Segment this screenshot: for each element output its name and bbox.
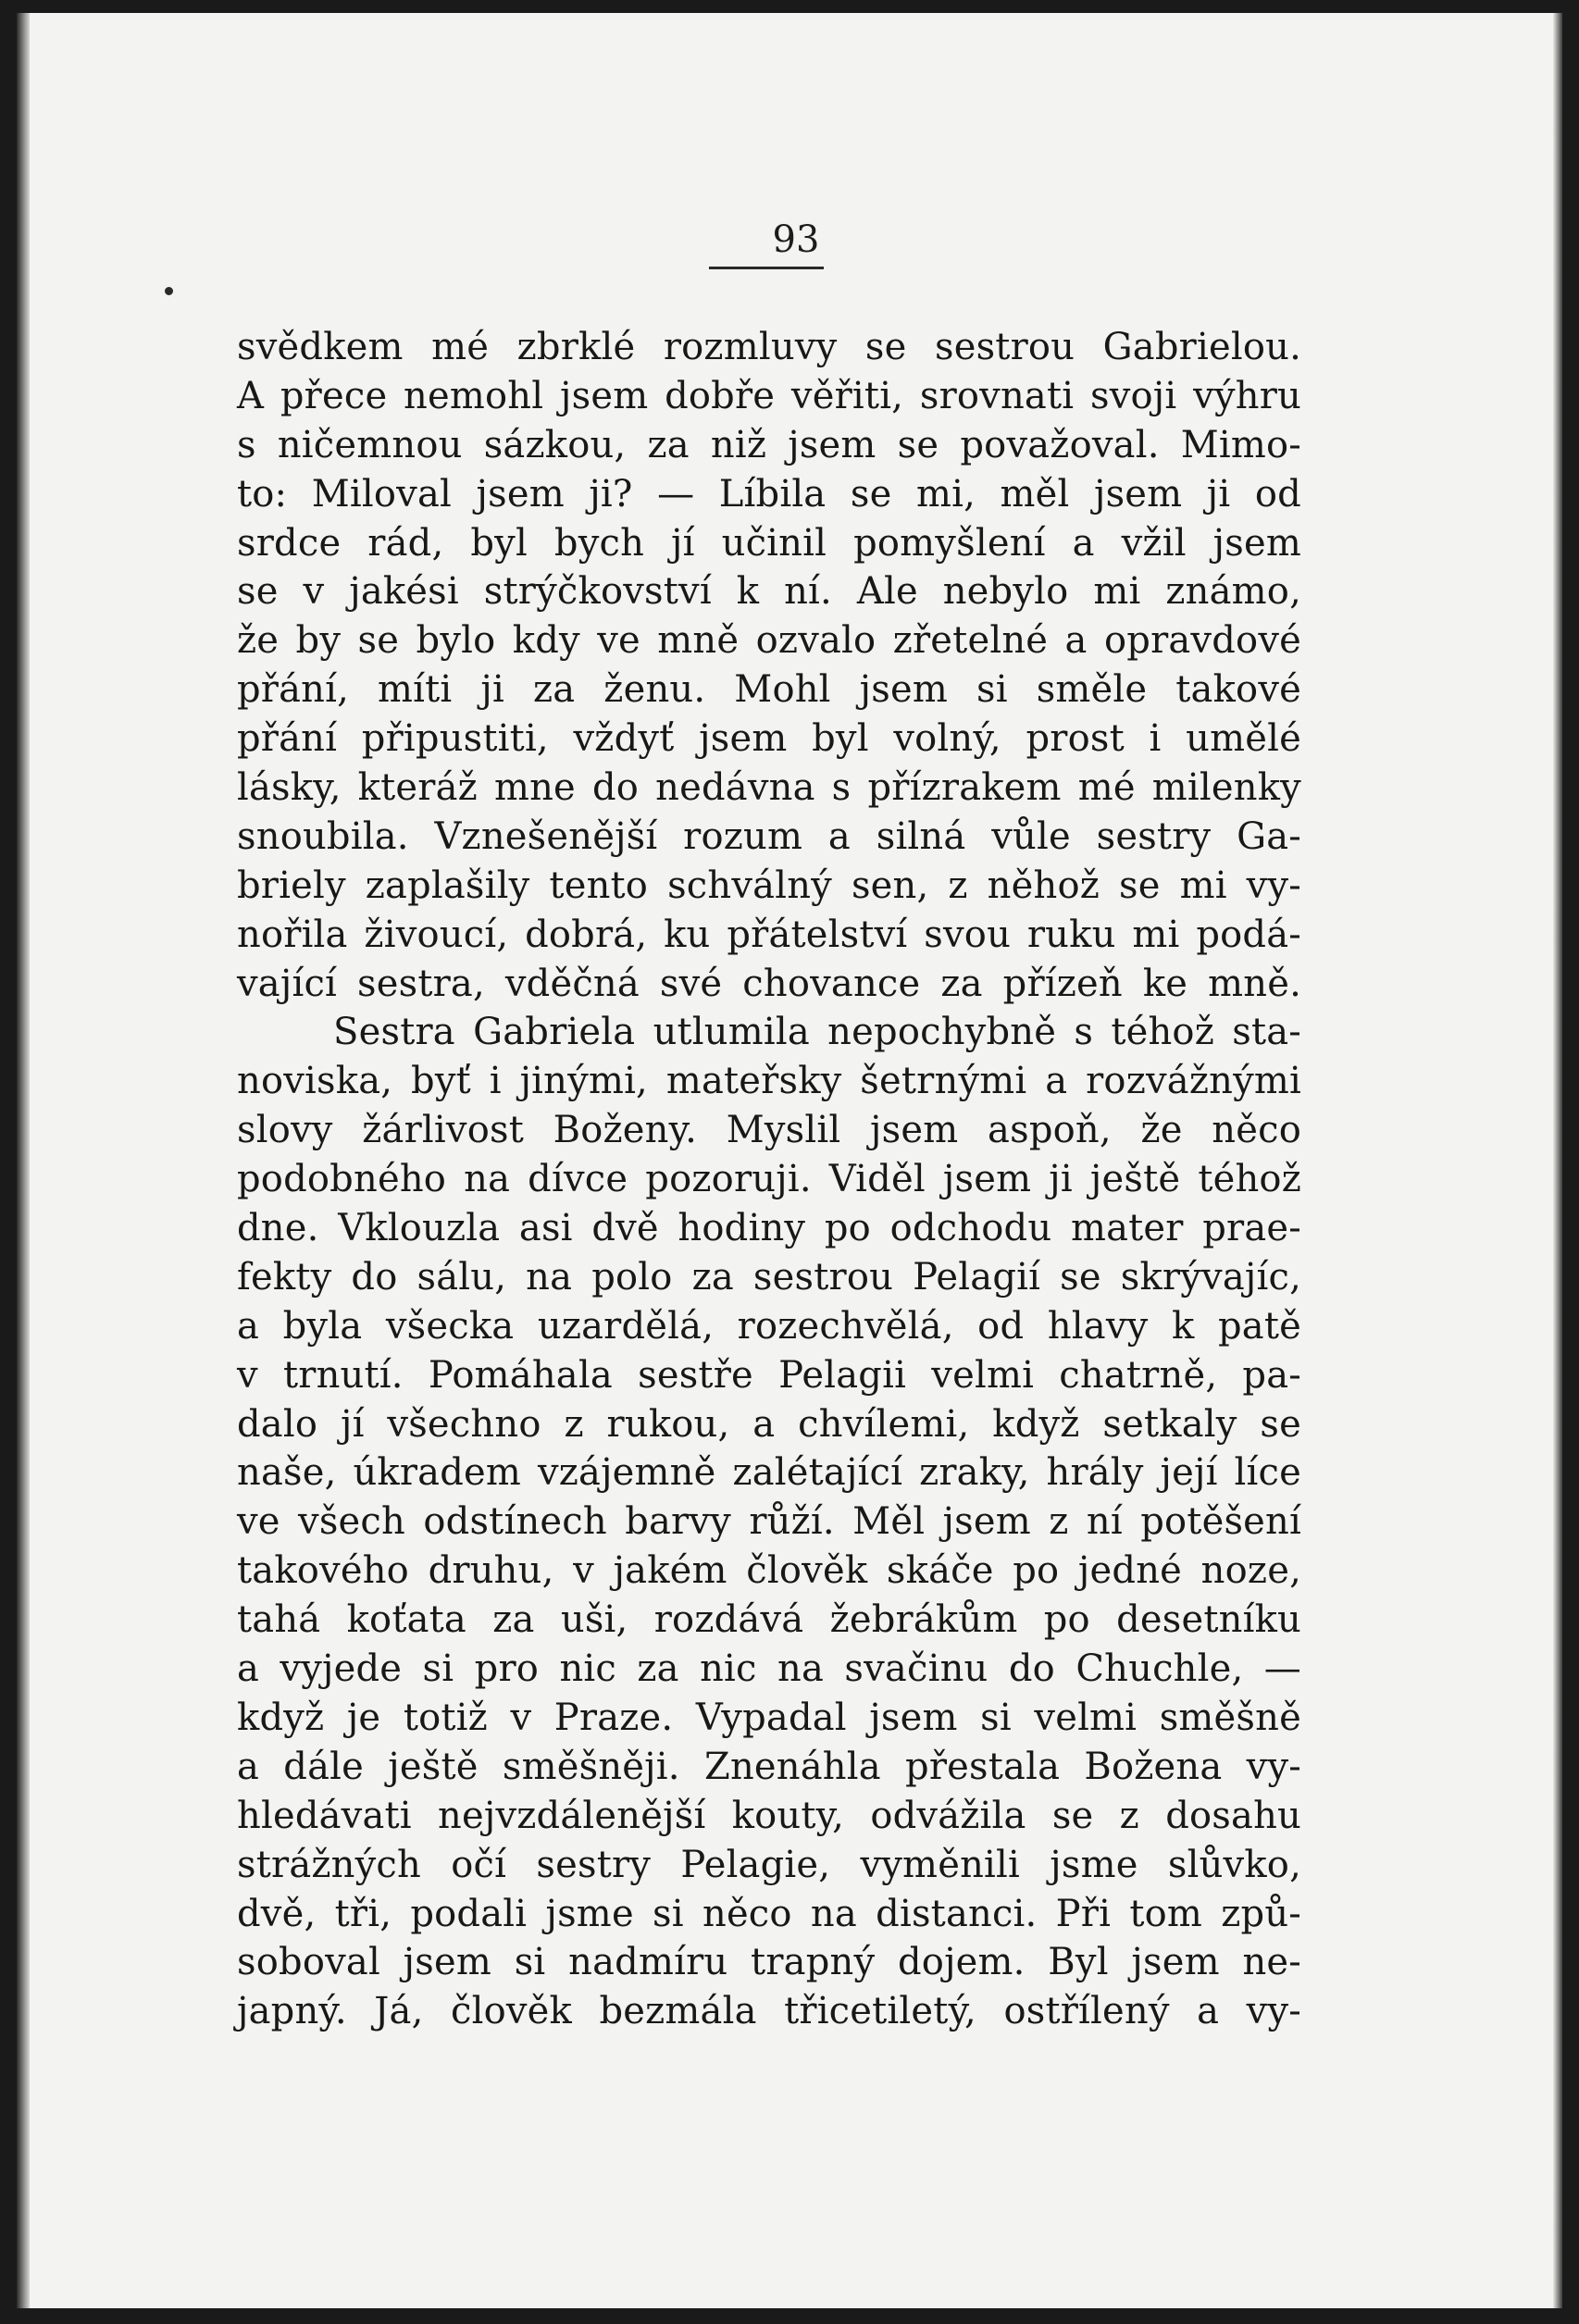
text-line: japný. Já, člověk bezmála třicetiletý, ostřílený a vy- [237,1990,1301,2033]
text-line: briely zaplašily tento schválný sen, z něhož se mi vy- [237,864,1301,907]
page-binding-shadow [17,13,30,2308]
page-number-rule [709,267,824,269]
text-line: že by se bylo kdy ve mně ozvalo zřetelné a opravdové [237,619,1301,663]
text-line: lásky, kteráž mne do nedávna s přízrakem mé milenky [237,766,1301,810]
text-line: podobného na dívce pozoruji. Viděl jsem ji ještě téhož [237,1158,1301,1201]
book-page [17,13,1562,2308]
text-line: v trnutí. Pomáhala sestře Pelagii velmi chatrně, pa- [237,1353,1301,1397]
text-line: soboval jsem si nadmíru trapný dojem. Byl jsem ne- [237,1941,1301,1984]
text-line: tahá koťata za uši, rozdává žebrákům po desetníku [237,1598,1301,1642]
text-line: srdce rád, byl bych jí učinil pomyšlení a vžil jsem [237,521,1301,565]
page-edge-shadow [1553,13,1562,2308]
text-line: ve všech odstínech barvy růží. Měl jsem z ní potěšení [237,1500,1301,1544]
text-line: vající sestra, vděčná své chovance za přízeň ke mně. [237,962,1301,1005]
text-line: slovy žárlivost Boženy. Myslil jsem aspoň, že něco [237,1109,1301,1152]
text-line: se v jakési strýčkovství k ní. Ale nebylo mi známo, [237,570,1301,614]
text-line: snoubila. Vznešenější rozum a silná vůle sestry Ga- [237,814,1301,858]
text-line: a dále ještě směšněji. Znenáhla přestala Božena vy- [237,1745,1301,1788]
text-line: nořila živoucí, dobrá, ku přátelství svou ruku mi podá- [237,913,1301,956]
text-line: dne. Vklouzla asi dvě hodiny po odchodu mater prae- [237,1207,1301,1250]
text-line: naše, úkradem vzájemně zalétající zraky, hrály její líce [237,1451,1301,1495]
page-number: 93 [772,218,820,261]
text-line: svědkem mé zbrklé rozmluvy se sestrou Gabrielou. [237,326,1301,368]
text-line: a vyjede si pro nic za nic na svačinu do Chuchle, — [237,1647,1301,1691]
text-line: noviska, byť i jinými, mateřsky šetrnými a rozvážnými [237,1060,1301,1103]
margin-mark [165,287,173,295]
body-text [237,323,1301,2036]
text-line: fekty do sálu, na polo za sestrou Pelagií se skrývajíc, [237,1255,1301,1299]
text-line: když je totiž v Praze. Vypadal jsem si velmi směšně [237,1696,1301,1739]
text-line: to: Miloval jsem ji? — Líbila se mi, měl jsem ji od [237,472,1301,516]
text-line: A přece nemohl jsem dobře věřiti, srovnati svoji výhru [237,374,1301,417]
text-line: dalo jí všechno z rukou, a chvílemi, když setkaly se [237,1402,1301,1446]
text-line: strážných očí sestry Pelagie, vyměnili jsme slůvko, [237,1843,1301,1886]
text-line: a byla všecka uzardělá, rozechvělá, od hlavy k patě [237,1304,1301,1348]
text-line: přání, míti ji za ženu. Mohl jsem si směle takové [237,668,1301,712]
text-line: přání připustiti, vždyť jsem byl volný, prost i umělé [237,717,1301,761]
text-line: s ničemnou sázkou, za niž jsem se považoval. Mimo- [237,423,1301,466]
text-line: dvě, tři, podali jsme si něco na distanci. Při tom způ- [237,1892,1301,1935]
text-line: takového druhu, v jakém člověk skáče po jedné noze, [237,1549,1301,1593]
paragraph-first-line: Sestra Gabriela utlumila nepochybně s téhož sta- [333,1011,1301,1054]
text-line: hledávati nejvzdálenější kouty, odvážila se z dosahu [237,1794,1301,1837]
